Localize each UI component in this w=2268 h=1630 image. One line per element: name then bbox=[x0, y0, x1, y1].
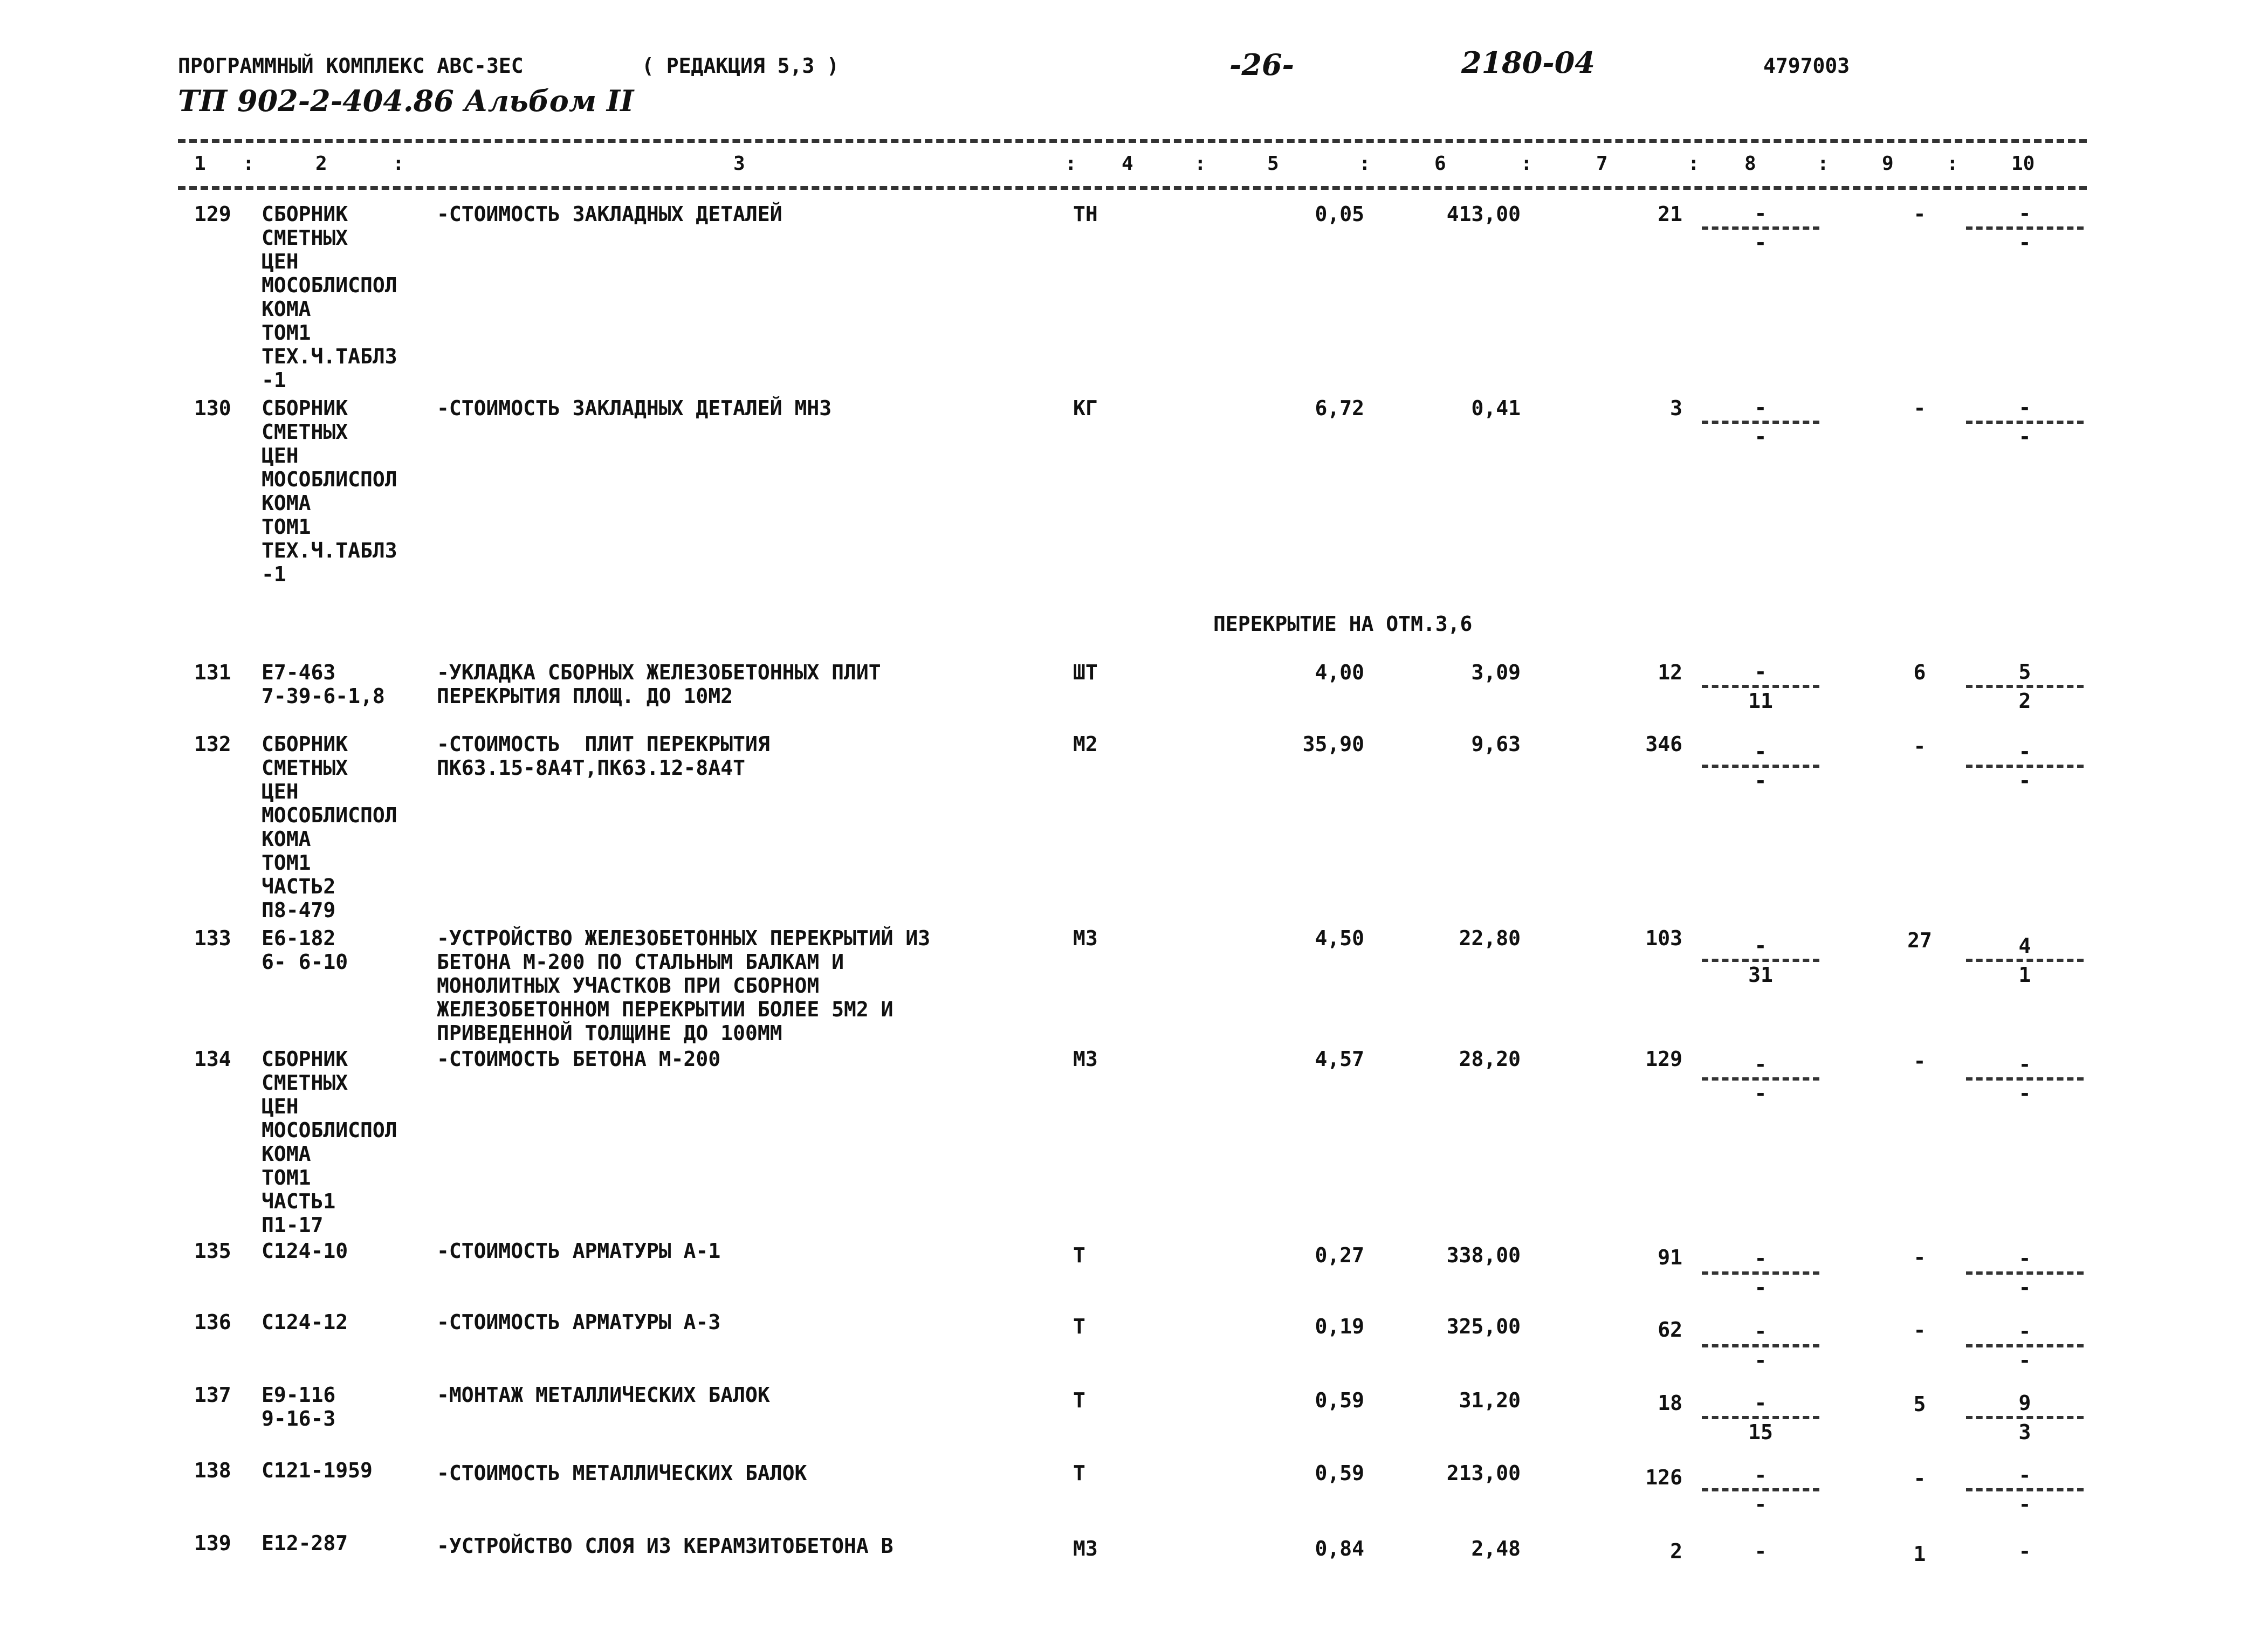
column-1-label: 1 bbox=[194, 153, 206, 175]
unit-price: 325,00 bbox=[1446, 1315, 1521, 1338]
column-8-label: 8 bbox=[1744, 153, 1756, 175]
unit: М3 bbox=[1073, 926, 1098, 950]
column-9-label: 9 bbox=[1882, 153, 1894, 175]
quantity: 4,00 bbox=[1315, 661, 1364, 684]
column-10-fraction bbox=[1963, 395, 2087, 450]
column-separator: : bbox=[1688, 153, 1700, 175]
page-number: -26- bbox=[1229, 47, 1294, 82]
unit-price: 31,20 bbox=[1459, 1388, 1521, 1412]
column-separator: : bbox=[1065, 153, 1077, 175]
column-9-value: 27 bbox=[1907, 929, 1932, 952]
unit-price: 213,00 bbox=[1446, 1461, 1521, 1485]
column-separator: : bbox=[393, 153, 404, 175]
column-3-label: 3 bbox=[733, 153, 745, 175]
column-9-value: - bbox=[1913, 1246, 1926, 1269]
column-10-fraction bbox=[1963, 1462, 2087, 1517]
unit: Т bbox=[1073, 1315, 1085, 1338]
fraction-top: - bbox=[2018, 396, 2031, 419]
column-6-label: 6 bbox=[1434, 153, 1446, 175]
work-description: -СТОИМОСТЬ ЗАКЛАДНЫХ ДЕТАЛЕЙ МНЗ bbox=[437, 396, 832, 420]
column-9-value: - bbox=[1913, 1318, 1926, 1342]
unit-price: 0,41 bbox=[1471, 396, 1521, 420]
total-cost: 129 bbox=[1645, 1047, 1682, 1071]
unit: М3 bbox=[1073, 1537, 1098, 1560]
document-code: 2180-04 bbox=[1461, 45, 1595, 80]
unit: КГ bbox=[1073, 396, 1098, 420]
column-8-fraction bbox=[1699, 933, 1823, 988]
unit-price: 9,63 bbox=[1471, 732, 1521, 756]
quantity: 0,59 bbox=[1315, 1461, 1364, 1485]
column-8-fraction bbox=[1699, 1051, 1823, 1106]
fraction-bottom: 1 bbox=[2018, 963, 2031, 987]
column-10-value: - bbox=[2018, 1539, 2031, 1563]
total-cost: 3 bbox=[1670, 396, 1682, 420]
quantity: 35,90 bbox=[1302, 732, 1364, 756]
column-9-value: 5 bbox=[1913, 1392, 1926, 1416]
fraction-bottom: 31 bbox=[1748, 963, 1773, 987]
fraction-bottom: - bbox=[2018, 1493, 2031, 1516]
album-reference: ТП 902-2-404.86 Альбом II bbox=[178, 84, 634, 118]
unit: ШТ bbox=[1073, 661, 1098, 684]
column-10-fraction bbox=[1963, 1390, 2087, 1445]
column-10-fraction bbox=[1963, 1246, 2087, 1301]
total-cost: 103 bbox=[1645, 926, 1682, 950]
work-description: -УСТРОЙСТВО СЛОЯ ИЗ КЕРАМЗИТОБЕТОНА В bbox=[437, 1534, 894, 1558]
column-10-fraction bbox=[1963, 739, 2087, 794]
fraction-bottom: - bbox=[1754, 425, 1767, 449]
row-number: 138 bbox=[194, 1459, 231, 1482]
unit: М3 bbox=[1073, 1047, 1098, 1071]
row-number: 132 bbox=[194, 732, 231, 756]
work-description: -СТОИМОСТЬ БЕТОНА М-200 bbox=[437, 1047, 721, 1071]
price-code: СБОРНИК СМЕТНЫХ ЦЕН МОСОБЛИСПОЛ КОМА ТОМ1 ТЕХ.Ч.ТАБЛ3 -1 bbox=[262, 202, 397, 392]
edition-label: ( РЕДАКЦИЯ 5,3 ) bbox=[642, 54, 840, 78]
column-9-value: - bbox=[1913, 1467, 1926, 1490]
document-number: 4797003 bbox=[1763, 54, 1850, 78]
fraction-top: - bbox=[2018, 1247, 2031, 1270]
fraction-top: - bbox=[2018, 740, 2031, 764]
column-4-label: 4 bbox=[1122, 153, 1133, 175]
row-number: 134 bbox=[194, 1047, 231, 1071]
fraction-bottom: 2 bbox=[2018, 689, 2031, 713]
fraction-top: - bbox=[1754, 660, 1767, 684]
quantity: 0,27 bbox=[1315, 1243, 1364, 1267]
work-description: -СТОИМОСТЬ АРМАТУРЫ А-1 bbox=[437, 1239, 721, 1263]
fraction-top: - bbox=[1754, 1319, 1767, 1343]
price-code: Е7-463 7-39-6-1,8 bbox=[262, 661, 385, 708]
fraction-top: - bbox=[2018, 202, 2031, 225]
fraction-bottom: - bbox=[1754, 1349, 1767, 1372]
column-10-fraction bbox=[1963, 201, 2087, 256]
unit-price: 413,00 bbox=[1446, 202, 1521, 226]
work-description: -УСТРОЙСТВО ЖЕЛЕЗОБЕТОННЫХ ПЕРЕКРЫТИЙ ИЗ БЕТОНА М-200 ПО СТАЛЬНЫМ БАЛКАМ И МОНОЛИТНЫХ УЧАСТКОВ ПРИ СБОРНОМ ЖЕЛЕЗОБЕТОННОМ ПЕРЕКРЫТИИ БОЛЕЕ 5М2 И ПРИВЕДЕННОЙ ТОЛЩИНЕ ДО 100ММ bbox=[437, 926, 931, 1045]
quantity: 4,57 bbox=[1315, 1047, 1364, 1071]
fraction-bottom: - bbox=[2018, 1276, 2031, 1299]
fraction-bottom: - bbox=[1754, 769, 1767, 793]
fraction-top: - bbox=[2018, 1463, 2031, 1487]
column-9-value: - bbox=[1913, 396, 1926, 420]
program-title: ПРОГРАММНЫЙ КОМПЛЕКС АВС-3ЕС bbox=[178, 54, 524, 78]
total-cost: 18 bbox=[1658, 1391, 1682, 1415]
price-code: Е9-116 9-16-3 bbox=[262, 1383, 336, 1430]
fraction-top: - bbox=[1754, 1391, 1767, 1415]
total-cost: 126 bbox=[1645, 1466, 1682, 1489]
fraction-top: - bbox=[1754, 1053, 1767, 1076]
column-7-label: 7 bbox=[1596, 153, 1608, 175]
unit-price: 3,09 bbox=[1471, 661, 1521, 684]
work-description: -СТОИМОСТЬ ПЛИТ ПЕРЕКРЫТИЯ ПК63.15-8А4Т,ПК63.12-8А4Т bbox=[437, 732, 770, 780]
price-code: СБОРНИК СМЕТНЫХ ЦЕН МОСОБЛИСПОЛ КОМА ТОМ1 ЧАСТЬ2 П8-479 bbox=[262, 732, 397, 922]
fraction-bottom: 15 bbox=[1748, 1420, 1773, 1444]
quantity: 0,59 bbox=[1315, 1388, 1364, 1412]
column-separator: : bbox=[1817, 153, 1829, 175]
price-code: Е6-182 6- 6-10 bbox=[262, 926, 348, 974]
column-9-value: 1 bbox=[1913, 1542, 1926, 1566]
unit: Т bbox=[1073, 1243, 1085, 1267]
fraction-bottom: - bbox=[2018, 1349, 2031, 1372]
work-description: -УКЛАДКА СБОРНЫХ ЖЕЛЕЗОБЕТОННЫХ ПЛИТ ПЕРЕКРЫТИЯ ПЛОЩ. ДО 10М2 bbox=[437, 661, 881, 708]
row-number: 133 bbox=[194, 926, 231, 950]
column-8-fraction bbox=[1699, 1462, 1823, 1517]
price-code: С121-1959 bbox=[262, 1459, 373, 1482]
column-2-label: 2 bbox=[315, 153, 327, 175]
fraction-top: - bbox=[1754, 740, 1767, 764]
fraction-top: - bbox=[1754, 396, 1767, 419]
column-10-label: 10 bbox=[2011, 153, 2035, 175]
unit: М2 bbox=[1073, 732, 1098, 756]
total-cost: 21 bbox=[1658, 202, 1682, 226]
fraction-bottom: - bbox=[1754, 1493, 1767, 1516]
column-10-fraction bbox=[1963, 659, 2087, 714]
fraction-top: - bbox=[2018, 1053, 2031, 1076]
price-code: Е12-287 bbox=[262, 1531, 348, 1555]
column-10-fraction bbox=[1963, 1051, 2087, 1106]
fraction-top: - bbox=[1754, 934, 1767, 958]
quantity: 4,50 bbox=[1315, 926, 1364, 950]
fraction-bottom: - bbox=[2018, 769, 2031, 793]
header-bottom-rule bbox=[178, 186, 2087, 190]
fraction-top: 4 bbox=[2018, 934, 2031, 958]
unit-price: 28,20 bbox=[1459, 1047, 1521, 1071]
column-9-value: 6 bbox=[1913, 661, 1926, 684]
fraction-bottom: - bbox=[2018, 1082, 2031, 1105]
row-number: 137 bbox=[194, 1383, 231, 1407]
work-description: -СТОИМОСТЬ АРМАТУРЫ А-3 bbox=[437, 1310, 721, 1334]
fraction-bottom: - bbox=[1754, 231, 1767, 255]
total-cost: 2 bbox=[1670, 1539, 1682, 1563]
fraction-top: - bbox=[1754, 1463, 1767, 1487]
column-8-fraction bbox=[1699, 1318, 1823, 1373]
unit: Т bbox=[1073, 1461, 1085, 1485]
unit-price: 22,80 bbox=[1459, 926, 1521, 950]
row-number: 135 bbox=[194, 1239, 231, 1263]
total-cost: 91 bbox=[1658, 1246, 1682, 1269]
column-9-value: - bbox=[1913, 202, 1926, 226]
work-description: -СТОИМОСТЬ МЕТАЛЛИЧЕСКИХ БАЛОК bbox=[437, 1461, 807, 1485]
column-8-fraction bbox=[1699, 659, 1823, 714]
column-10-fraction bbox=[1963, 1318, 2087, 1373]
column-8-value: - bbox=[1754, 1539, 1767, 1563]
row-number: 130 bbox=[194, 396, 231, 420]
fraction-top: - bbox=[2018, 1319, 2031, 1343]
work-description: -СТОИМОСТЬ ЗАКЛАДНЫХ ДЕТАЛЕЙ bbox=[437, 202, 782, 226]
column-8-fraction bbox=[1699, 739, 1823, 794]
fraction-top: 9 bbox=[2018, 1391, 2031, 1415]
fraction-bottom: 3 bbox=[2018, 1420, 2031, 1444]
total-cost: 62 bbox=[1658, 1318, 1682, 1342]
section-title: ПЕРЕКРЫТИЕ НА ОТМ.3,6 bbox=[1213, 612, 1473, 636]
quantity: 0,19 bbox=[1315, 1315, 1364, 1338]
fraction-bottom: - bbox=[1754, 1276, 1767, 1299]
fraction-bottom: 11 bbox=[1748, 689, 1773, 713]
price-code: СБОРНИК СМЕТНЫХ ЦЕН МОСОБЛИСПОЛ КОМА ТОМ1 ЧАСТЬ1 П1-17 bbox=[262, 1047, 397, 1237]
total-cost: 346 bbox=[1645, 732, 1682, 756]
column-9-value: - bbox=[1913, 734, 1926, 758]
column-separator: : bbox=[1521, 153, 1532, 175]
row-number: 129 bbox=[194, 202, 231, 226]
column-8-fraction bbox=[1699, 201, 1823, 256]
header-top-rule bbox=[178, 139, 2087, 143]
total-cost: 12 bbox=[1658, 661, 1682, 684]
fraction-top: - bbox=[1754, 1247, 1767, 1270]
column-separator: : bbox=[1359, 153, 1371, 175]
column-separator: : bbox=[1194, 153, 1206, 175]
unit: Т bbox=[1073, 1388, 1085, 1412]
column-9-value: - bbox=[1913, 1049, 1926, 1073]
work-description: -МОНТАЖ МЕТАЛЛИЧЕСКИХ БАЛОК bbox=[437, 1383, 770, 1407]
unit: ТН bbox=[1073, 202, 1098, 226]
fraction-bottom: - bbox=[2018, 231, 2031, 255]
column-separator: : bbox=[1947, 153, 1958, 175]
fraction-top: 5 bbox=[2018, 660, 2031, 684]
quantity: 0,05 bbox=[1315, 202, 1364, 226]
row-number: 139 bbox=[194, 1531, 231, 1555]
column-separator: : bbox=[243, 153, 255, 175]
fraction-bottom: - bbox=[1754, 1082, 1767, 1105]
price-code: СБОРНИК СМЕТНЫХ ЦЕН МОСОБЛИСПОЛ КОМА ТОМ1 ТЕХ.Ч.ТАБЛ3 -1 bbox=[262, 396, 397, 586]
fraction-bottom: - bbox=[2018, 425, 2031, 449]
column-8-fraction bbox=[1699, 395, 1823, 450]
row-number: 131 bbox=[194, 661, 231, 684]
quantity: 0,84 bbox=[1315, 1537, 1364, 1560]
column-10-fraction bbox=[1963, 933, 2087, 988]
column-8-fraction bbox=[1699, 1390, 1823, 1445]
column-8-fraction bbox=[1699, 1246, 1823, 1301]
unit-price: 338,00 bbox=[1446, 1243, 1521, 1267]
price-code: С124-10 bbox=[262, 1239, 348, 1263]
fraction-top: - bbox=[1754, 202, 1767, 225]
quantity: 6,72 bbox=[1315, 396, 1364, 420]
unit-price: 2,48 bbox=[1471, 1537, 1521, 1560]
column-5-label: 5 bbox=[1267, 153, 1279, 175]
row-number: 136 bbox=[194, 1310, 231, 1334]
price-code: С124-12 bbox=[262, 1310, 348, 1334]
